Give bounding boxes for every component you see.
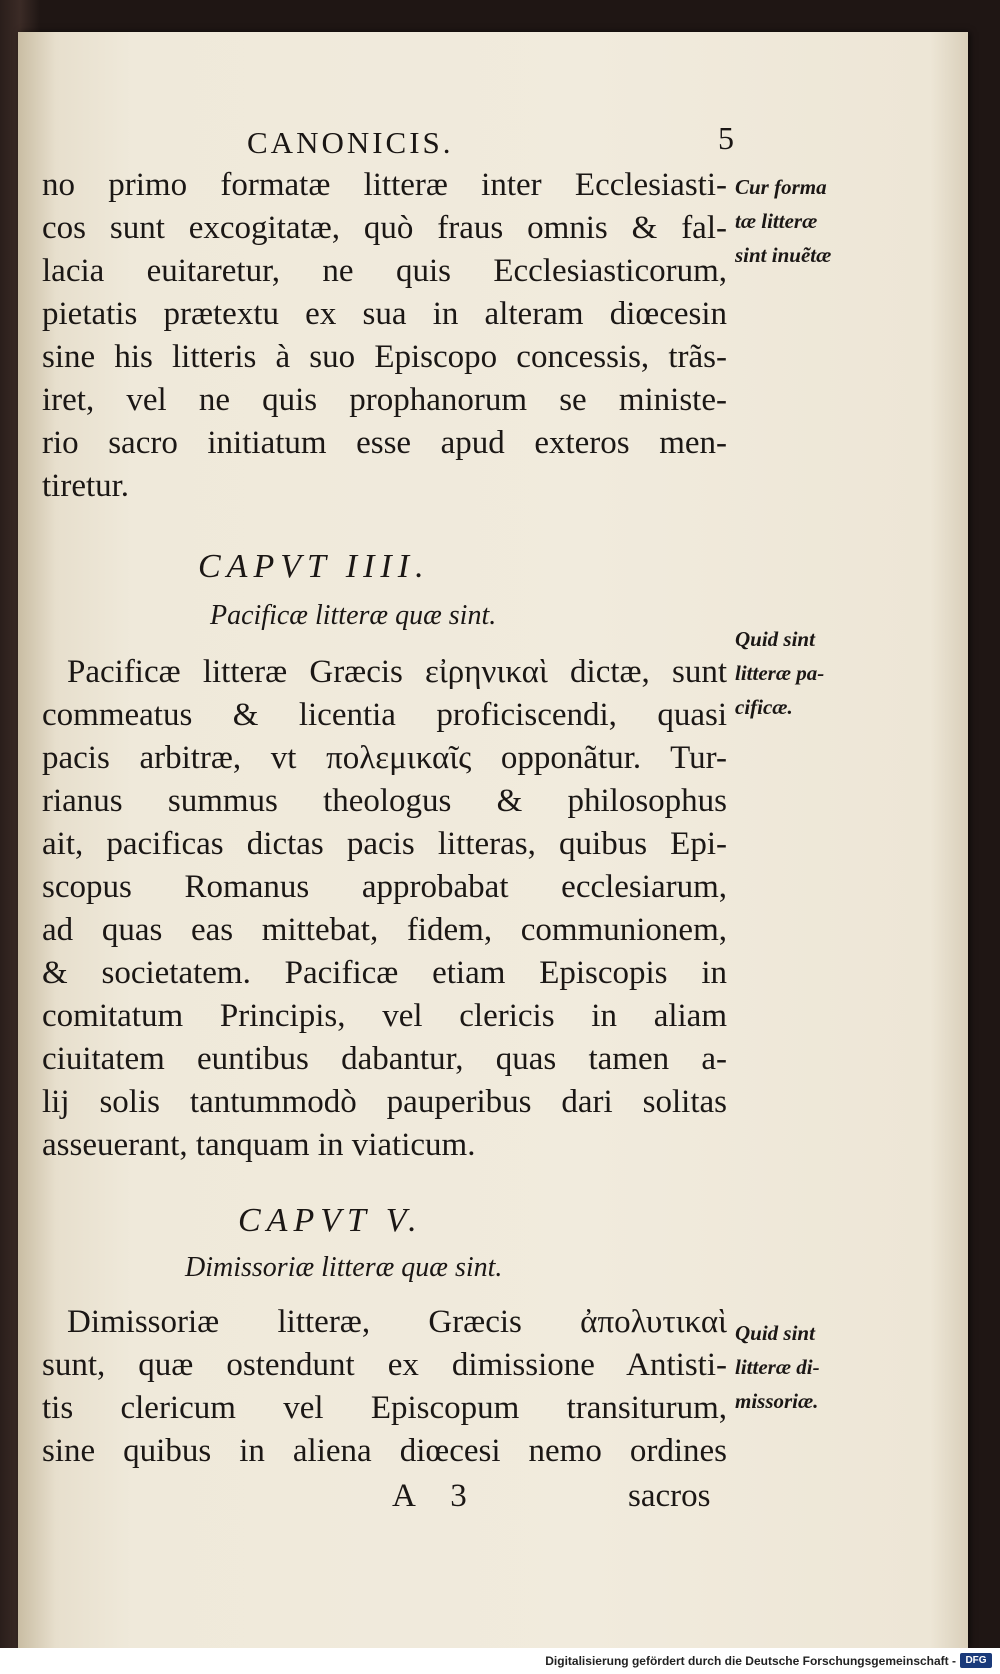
margin-note-line: litteræ di- <box>735 1355 820 1379</box>
margin-note-line: Cur forma <box>735 175 827 199</box>
text-line: comitatum Principis, vel clericis in aliam <box>42 998 727 1034</box>
text-line: ciuitatem euntibus dabantur, quas tamen a- <box>42 1041 727 1077</box>
text-line: lacia euitaretur, ne quis Ecclesiasticorum, <box>42 253 727 289</box>
text-line: commeatus & licentia proficiscendi, quasi <box>42 697 727 733</box>
margin-note-line: Quid sint <box>735 627 815 651</box>
text-line: & societatem. Pacificæ etiam Episcopis in <box>42 955 727 991</box>
page-number: 5 <box>718 120 734 156</box>
dfg-logo-icon: DFG <box>960 1653 992 1668</box>
text-line: sunt, quæ ostendunt ex dimissione Antisti- <box>42 1347 727 1383</box>
text-line: pacis arbitræ, vt πολεμικαῖς opponãtur. Tur- <box>42 740 727 776</box>
text-line: no primo formatæ litteræ inter Ecclesiasti- <box>42 167 727 203</box>
text-line: Pacificæ litteræ Græcis εἰρηνικαὶ dictæ, sunt <box>67 654 727 690</box>
margin-note-line: cificæ. <box>735 695 793 719</box>
margin-note-line: tæ litteræ <box>735 209 818 233</box>
margin-note-dimissoriae <box>735 1316 865 1418</box>
text-line: asseuerant, tanquam in viaticum. <box>42 1127 476 1163</box>
text-line: Dimissoriæ litteræ, Græcis ἀπολυτικαὶ <box>67 1304 727 1340</box>
text-line: iret, vel ne quis prophanorum se ministe- <box>42 382 727 418</box>
margin-note-line: missoriæ. <box>735 1389 819 1413</box>
text-line: pietatis prætextu ex sua in alteram diœcesin <box>42 296 727 332</box>
catchword: sacros <box>628 1478 711 1514</box>
text-line: cos sunt excogitatæ, quò fraus omnis & fal- <box>42 210 727 246</box>
text-line: ait, pacificas dictas pacis litteras, quibus Epi- <box>42 826 727 862</box>
chapter-heading-4: CAPVT IIII. <box>198 548 430 585</box>
text-line: tis clericum vel Episcopum transiturum, <box>42 1390 727 1426</box>
chapter-subtitle-4: Pacificæ litteræ quæ sint. <box>210 600 497 631</box>
text-line: lij solis tantummodò pauperibus dari solitas <box>42 1084 727 1120</box>
margin-note-line: Quid sint <box>735 1321 815 1345</box>
text-line: scopus Romanus approbabat ecclesiarum, <box>42 869 727 905</box>
running-head: CANONICIS. <box>247 125 454 160</box>
margin-note-formatae <box>735 170 865 272</box>
margin-note-line: litteræ pa- <box>735 661 825 685</box>
signature-mark: A 3 <box>392 1478 467 1514</box>
text-line: ad quas eas mittebat, fidem, communionem, <box>42 912 727 948</box>
margin-note-pacificae <box>735 622 865 724</box>
chapter-subtitle-5: Dimissoriæ litteræ quæ sint. <box>185 1252 503 1283</box>
margin-note-line: sint inuẽtæ <box>735 243 832 267</box>
text-line: rianus summus theologus & philosophus <box>42 783 727 819</box>
text-line: sine his litteris à suo Episcopo concessis, trãs- <box>42 339 727 375</box>
text-line: sine quibus in aliena diœcesi nemo ordines <box>42 1433 727 1469</box>
digitization-credit: Digitalisierung gefördert durch die Deutsche Forschungsgemeinschaft - <box>545 1654 956 1668</box>
text-line: rio sacro initiatum esse apud exteros men- <box>42 425 727 461</box>
text-line: tiretur. <box>42 468 130 504</box>
chapter-heading-5: CAPVT V. <box>238 1202 423 1239</box>
